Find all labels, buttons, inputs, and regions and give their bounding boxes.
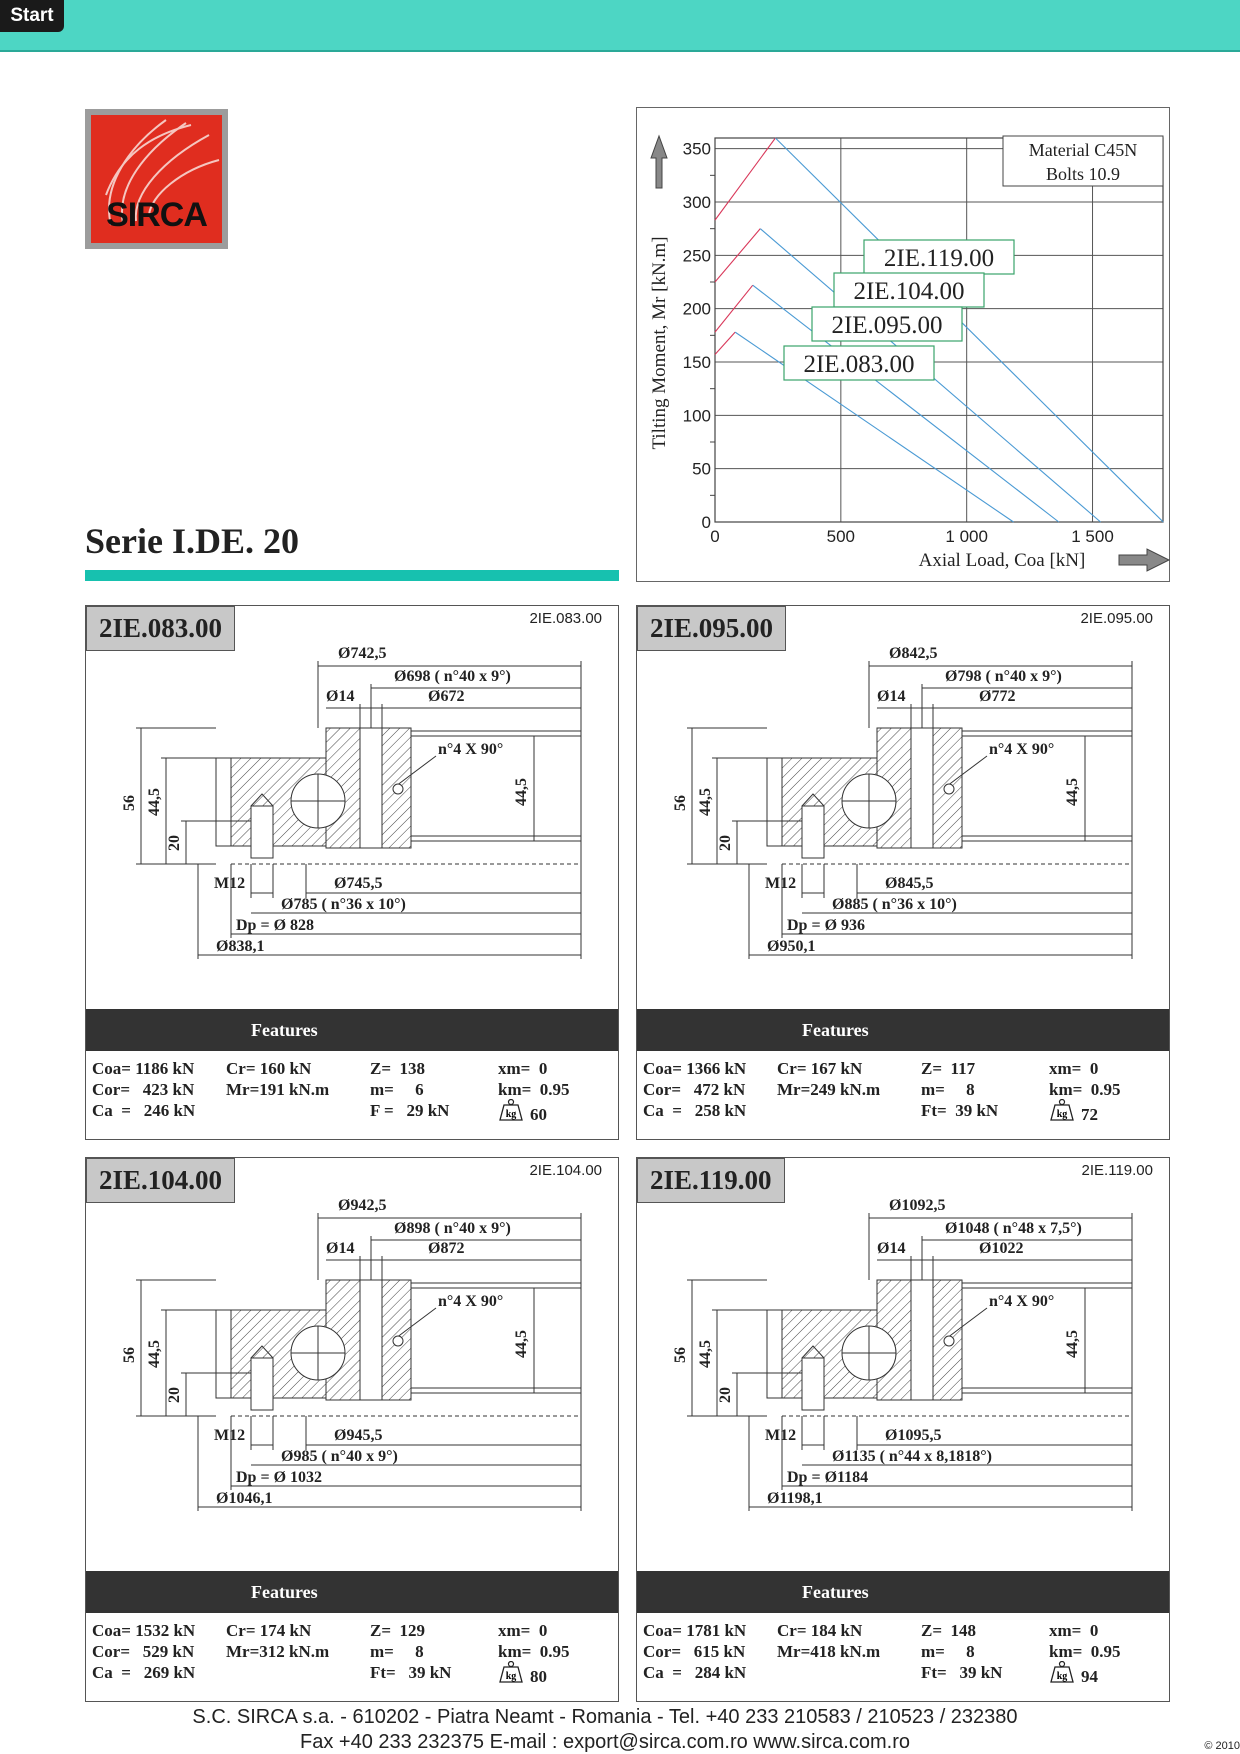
copyright: © 2010 (1204, 1740, 1240, 1752)
svg-text:kg: kg (505, 1109, 517, 1120)
plug (251, 1358, 273, 1410)
dim-angle: n°4 X 90° (438, 741, 504, 758)
spec-coa: Coa= 1532 kN (92, 1621, 196, 1640)
dim-bottom-2: Ø785 ( n°36 x 10°) (281, 896, 406, 913)
spec-cr: Cr= 167 kN (777, 1059, 863, 1078)
bearing-drawing (86, 606, 620, 1006)
bolt-hole (911, 728, 933, 848)
product-panel (636, 605, 1170, 1140)
dim-top-holes: Ø698 ( n°40 x 9°) (394, 668, 511, 685)
spec-weight: 72 (1081, 1105, 1098, 1124)
dim-bottom-4: Ø950,1 (767, 938, 816, 955)
spec-mr: Mr=191 kN.m (226, 1080, 330, 1099)
features-header (86, 1009, 618, 1051)
panel-code: 2IE.083.00 (529, 610, 602, 627)
dim-bottom-1: Ø945,5 (334, 1427, 383, 1444)
x-tick-label: 1 000 (945, 527, 988, 546)
panel-code: 2IE.104.00 (529, 1162, 602, 1179)
bolt-hole (911, 1280, 933, 1400)
features-label: Features (251, 1582, 318, 1602)
page-title: Serie I.DE. 20 (85, 521, 299, 561)
dim-top-outer: Ø1092,5 (889, 1197, 946, 1214)
dim-m12: M12 (765, 875, 797, 892)
dim-top-holes: Ø898 ( n°40 x 9°) (394, 1220, 511, 1237)
panel-title: 2IE.104.00 (86, 1158, 235, 1203)
dim-inner: Ø772 (979, 688, 1016, 705)
dim-top-outer: Ø742,5 (338, 645, 387, 662)
outer-ring-edge (767, 1310, 782, 1398)
dim-right-height: 44,5 (513, 778, 530, 806)
spec-m: m= 8 (370, 1642, 424, 1661)
dim-hole: Ø14 (326, 688, 355, 705)
spec-z: Z= 117 (921, 1059, 976, 1078)
features-label: Features (802, 1582, 869, 1602)
spec-km: km= 0.95 (498, 1080, 570, 1099)
dim-m12: M12 (214, 875, 246, 892)
y-axis-label: Tilting Moment, Mr [kN.m] (649, 236, 670, 450)
top-bar (0, 0, 1240, 52)
dim-hole: Ø14 (326, 1240, 355, 1257)
spec-xm: xm= 0 (498, 1059, 548, 1078)
start-button[interactable]: Start (0, 0, 64, 32)
spec-ca: Ca = 258 kN (643, 1101, 747, 1120)
y-axis-arrow-icon (651, 136, 667, 188)
spec-ca: Ca = 269 kN (92, 1663, 196, 1682)
dim-right-height: 44,5 (1064, 1330, 1081, 1358)
spec-f: Ft= 39 kN (370, 1663, 452, 1682)
product-panel (85, 605, 619, 1140)
spec-m: m= 8 (921, 1080, 975, 1099)
bolt-hole (360, 728, 382, 848)
spec-ca: Ca = 284 kN (643, 1663, 747, 1682)
spec-weight: 94 (1081, 1667, 1098, 1686)
y-tick-label: 300 (682, 193, 711, 212)
spec-f: F = 29 kN (370, 1101, 450, 1120)
spec-weight: 60 (530, 1105, 547, 1124)
dim-hole: Ø14 (877, 1240, 906, 1257)
panel-code: 2IE.095.00 (1080, 610, 1153, 627)
dim-angle: n°4 X 90° (438, 1293, 504, 1310)
sirca-logo (85, 109, 228, 249)
features-label: Features (251, 1020, 318, 1040)
dim-bottom-3: Dp = Ø 936 (787, 917, 866, 934)
dim-bottom-1: Ø1095,5 (885, 1427, 942, 1444)
dim-top-holes: Ø1048 ( n°48 x 7,5°) (945, 1220, 1082, 1237)
spec-xm: xm= 0 (1049, 1059, 1099, 1078)
features-specs (92, 1059, 614, 1122)
load-chart-svg (637, 108, 1171, 583)
dim-height-20: 20 (166, 835, 183, 851)
spec-mr: Mr=249 kN.m (777, 1080, 881, 1099)
spec-cor: Cor= 615 kN (643, 1642, 746, 1661)
bolt-hole (360, 1280, 382, 1400)
y-tick-label: 250 (682, 246, 711, 266)
dim-bottom-3: Dp = Ø 828 (236, 917, 315, 934)
y-tick-label: 200 (682, 299, 711, 319)
dim-height-56: 56 (121, 795, 138, 811)
panel-title: 2IE.083.00 (86, 606, 235, 651)
spec-cor: Cor= 529 kN (92, 1642, 195, 1661)
x-tick-label: 0 (710, 527, 720, 546)
x-axis-label: Axial Load, Coa [kN] (918, 550, 1086, 571)
logo-text: SIRCA (106, 196, 207, 234)
dim-angle: n°4 X 90° (989, 1293, 1055, 1310)
plug (251, 806, 273, 858)
weight-icon (498, 1661, 524, 1683)
dim-inner: Ø872 (428, 1240, 465, 1257)
plug (802, 1358, 824, 1410)
weight-icon (1049, 1661, 1075, 1683)
dim-top-outer: Ø842,5 (889, 645, 938, 662)
spec-m: m= 6 (370, 1080, 424, 1099)
dim-height-445: 44,5 (697, 1340, 714, 1368)
spec-coa: Coa= 1186 kN (92, 1059, 195, 1078)
spec-cor: Cor= 423 kN (92, 1080, 195, 1099)
features-header (86, 1571, 618, 1613)
y-tick-label: 50 (692, 459, 711, 479)
dim-bottom-3: Dp = Ø 1032 (236, 1469, 323, 1486)
spec-km: km= 0.95 (1049, 1080, 1121, 1099)
plug (802, 806, 824, 858)
svg-text:kg: kg (1056, 1671, 1068, 1682)
spec-mr: Mr=312 kN.m (226, 1642, 330, 1661)
weight-icon (1049, 1099, 1075, 1121)
panel-title: 2IE.095.00 (637, 606, 786, 651)
y-tick-label: 100 (682, 406, 711, 426)
y-tick-label: 0 (701, 513, 711, 532)
dim-bottom-4: Ø1046,1 (216, 1490, 273, 1507)
dim-height-445: 44,5 (697, 788, 714, 816)
x-axis-arrow-icon (1119, 549, 1169, 571)
spec-cr: Cr= 184 kN (777, 1621, 863, 1640)
dim-m12: M12 (765, 1427, 797, 1444)
dim-inner: Ø1022 (979, 1240, 1024, 1257)
dim-top-holes: Ø798 ( n°40 x 9°) (945, 668, 1062, 685)
title-underline (85, 570, 619, 581)
dim-height-56: 56 (672, 795, 689, 811)
series-label: 2IE.083.00 (803, 351, 915, 378)
svg-text:kg: kg (1056, 1109, 1068, 1120)
spec-xm: xm= 0 (498, 1621, 548, 1640)
series-label: 2IE.104.00 (853, 278, 965, 305)
features-header (637, 1009, 1169, 1051)
bearing-drawing (637, 1158, 1171, 1558)
spec-cr: Cr= 160 kN (226, 1059, 312, 1078)
spec-f: Ft= 39 kN (921, 1663, 1003, 1682)
footer-line-2: Fax +40 233 232375 E-mail : export@sirca.com.ro www.sirca.com.ro (300, 1731, 910, 1753)
features-label: Features (802, 1020, 869, 1040)
spec-m: m= 8 (921, 1642, 975, 1661)
legend-entry: Bolts 10.9 (1045, 164, 1121, 184)
dim-height-20: 20 (166, 1387, 183, 1403)
spec-xm: xm= 0 (1049, 1621, 1099, 1640)
svg-text:kg: kg (505, 1671, 517, 1682)
y-tick-label: 350 (682, 139, 711, 159)
spec-z: Z= 138 (370, 1059, 426, 1078)
dim-bottom-4: Ø1198,1 (767, 1490, 823, 1507)
outer-ring-edge (767, 758, 782, 846)
x-tick-label: 500 (826, 527, 856, 546)
spec-mr: Mr=418 kN.m (777, 1642, 881, 1661)
dim-height-20: 20 (717, 1387, 734, 1403)
dim-bottom-2: Ø1135 ( n°44 x 8,1818°) (832, 1448, 992, 1465)
dim-bottom-1: Ø745,5 (334, 875, 383, 892)
spec-km: km= 0.95 (498, 1642, 570, 1661)
dim-inner: Ø672 (428, 688, 465, 705)
dim-bottom-3: Dp = Ø1184 (787, 1469, 869, 1486)
dim-height-20: 20 (717, 835, 734, 851)
dim-height-56: 56 (121, 1347, 138, 1363)
spec-cr: Cr= 174 kN (226, 1621, 312, 1640)
dim-height-445: 44,5 (146, 788, 163, 816)
spec-z: Z= 148 (921, 1621, 977, 1640)
spec-z: Z= 129 (370, 1621, 426, 1640)
product-panel (636, 1157, 1170, 1702)
dim-bottom-2: Ø985 ( n°40 x 9°) (281, 1448, 398, 1465)
dim-bottom-4: Ø838,1 (216, 938, 265, 955)
load-chart (636, 107, 1170, 582)
footer-line-1: S.C. SIRCA s.a. - 610202 - Piatra Neamt - Romania - Tel. +40 233 210583 / 210523 / 232380 (192, 1706, 1018, 1728)
dim-right-height: 44,5 (513, 1330, 530, 1358)
dim-top-outer: Ø942,5 (338, 1197, 387, 1214)
spec-coa: Coa= 1366 kN (643, 1059, 747, 1078)
spec-weight: 80 (530, 1667, 547, 1686)
x-tick-label: 1 500 (1071, 527, 1114, 546)
y-tick-label: 150 (682, 353, 711, 372)
series-line-2IE.119.00 (715, 138, 775, 220)
dim-right-height: 44,5 (1064, 778, 1081, 806)
series-label: 2IE.095.00 (831, 312, 943, 339)
dim-m12: M12 (214, 1427, 246, 1444)
features-specs (643, 1059, 1165, 1122)
weight-icon (498, 1099, 524, 1121)
panel-title: 2IE.119.00 (637, 1158, 785, 1203)
dim-height-445: 44,5 (146, 1340, 163, 1368)
spec-ca: Ca = 246 kN (92, 1101, 196, 1120)
legend-entry: Material C45N (1028, 140, 1138, 160)
spec-cor: Cor= 472 kN (643, 1080, 746, 1099)
features-header (637, 1571, 1169, 1613)
features-specs (92, 1621, 614, 1684)
dim-angle: n°4 X 90° (989, 741, 1055, 758)
features-specs (643, 1621, 1165, 1684)
dim-hole: Ø14 (877, 688, 906, 705)
bearing-drawing (637, 606, 1171, 1006)
panel-code: 2IE.119.00 (1081, 1162, 1153, 1179)
series-label: 2IE.119.00 (883, 245, 995, 272)
outer-ring-edge (216, 758, 231, 846)
bearing-drawing (86, 1158, 620, 1558)
spec-f: Ft= 39 kN (921, 1101, 999, 1120)
spec-km: km= 0.95 (1049, 1642, 1121, 1661)
dim-height-56: 56 (672, 1347, 689, 1363)
outer-ring-edge (216, 1310, 231, 1398)
dim-bottom-2: Ø885 ( n°36 x 10°) (832, 896, 957, 913)
series-line-2IE.083.00 (715, 332, 735, 354)
product-panel (85, 1157, 619, 1702)
dim-bottom-1: Ø845,5 (885, 875, 934, 892)
spec-coa: Coa= 1781 kN (643, 1621, 747, 1640)
